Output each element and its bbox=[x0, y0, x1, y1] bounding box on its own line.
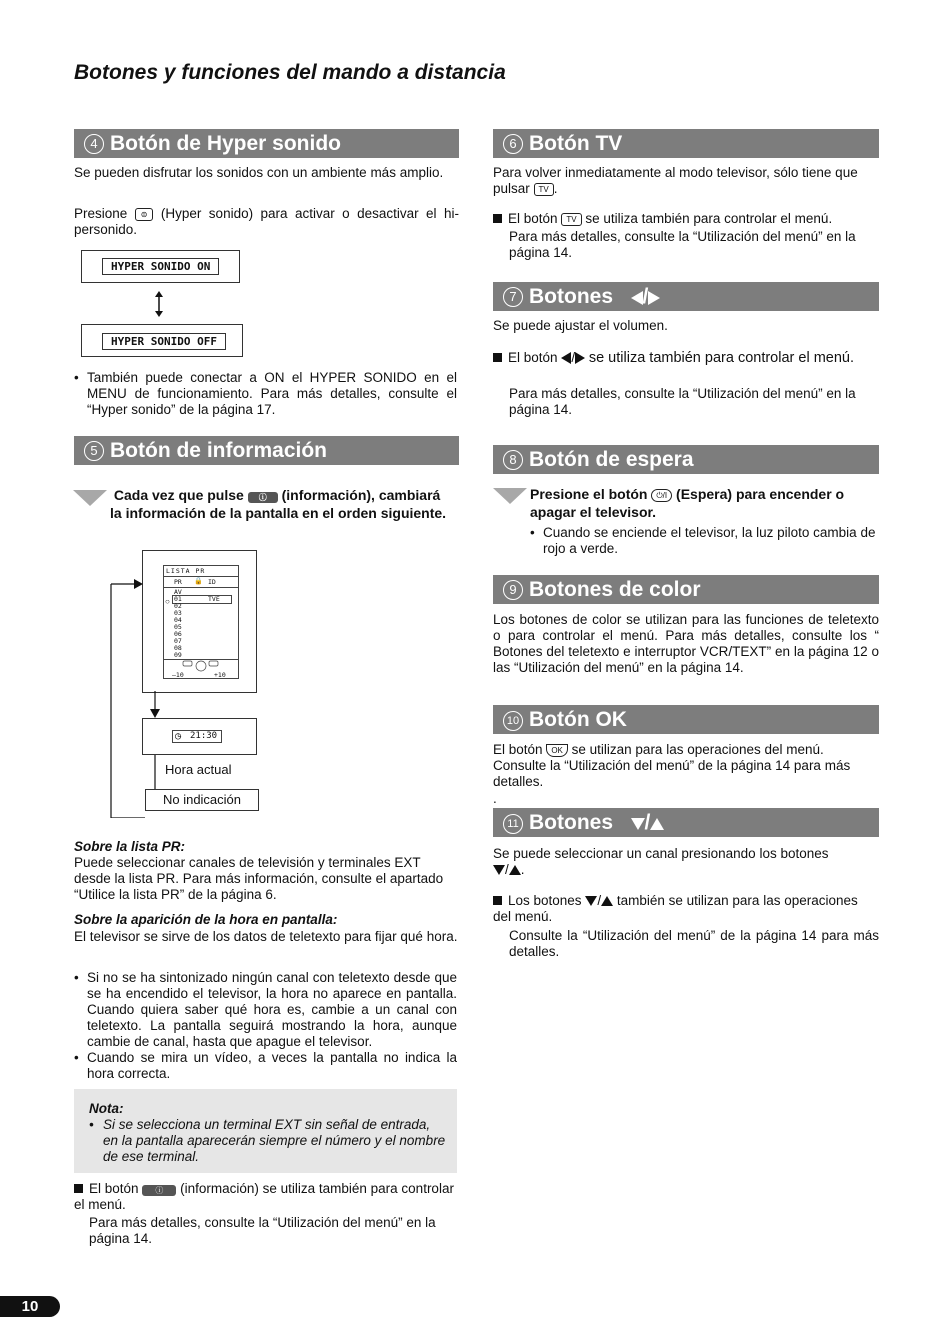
tv-screen-time bbox=[142, 718, 257, 755]
section-11-number: 11 bbox=[503, 814, 523, 834]
sobre-lista-title: Sobre la lista PR: bbox=[74, 839, 186, 854]
square-bullet-icon bbox=[493, 214, 502, 223]
section-5-final-more: Para más detalles, consulte la “Utilización del menú” en la página 14. bbox=[89, 1215, 436, 1246]
section-4-bullet: También puede conectar a ON el HYPER SONIDO en el MENU de funcionamiento. Para más detalles, consulte el “Hyper sonido” de la página 17. bbox=[87, 370, 457, 417]
step-pointer-icon bbox=[493, 488, 527, 504]
note-after: también se utilizan para las operaciones del menú. bbox=[493, 893, 858, 924]
plus-ten-label: +10 bbox=[214, 671, 226, 679]
square-bullet-icon bbox=[493, 353, 502, 362]
section-9-header bbox=[493, 575, 879, 604]
section-5-number: 5 bbox=[84, 441, 104, 461]
section-5-bullet-2: Cuando se mira un vídeo, a veces la pantalla no indica la hora correcta. bbox=[87, 1050, 457, 1081]
square-bullet-icon bbox=[74, 1184, 83, 1193]
volume-down-icon bbox=[561, 352, 571, 364]
bullet-dot: • bbox=[74, 370, 79, 385]
minus-ten-label: –10 bbox=[172, 671, 184, 679]
section-4-intro: Se pueden disfrutar los sonidos con un ambiente más amplio. bbox=[74, 165, 444, 180]
sobre-hora-text: El televisor se sirve de los datos de teletexto para fijar qué hora. bbox=[74, 929, 458, 944]
time-value: 21:30 bbox=[190, 731, 218, 741]
channel-up-icon bbox=[509, 865, 521, 875]
channel-up-icon bbox=[601, 896, 613, 906]
press-before: Presione bbox=[74, 206, 128, 221]
section-9-number: 9 bbox=[503, 580, 523, 600]
volume-up-icon bbox=[575, 352, 585, 364]
pr-row-01-id: TVE bbox=[208, 595, 220, 603]
bullet-dot: • bbox=[530, 525, 535, 540]
intro-before: Para volver inmediatamente al modo televisor, sólo tiene que pulsar bbox=[493, 165, 858, 196]
section-4-number: 4 bbox=[84, 134, 104, 154]
intro-text: Se puede seleccionar un canal presionando los botones bbox=[493, 846, 829, 861]
section-5-header bbox=[74, 436, 459, 465]
ok-key-icon: OK bbox=[546, 744, 568, 757]
section-11-header: 11 Botones / bbox=[493, 808, 879, 837]
pr-list-header: LISTA PR bbox=[166, 567, 206, 575]
hyper-on-screen bbox=[81, 250, 240, 283]
id-col-label: ID bbox=[208, 578, 216, 586]
text-after: se utilizan para las operaciones del menú. Consulte la “Utilización del menú” de la página 14 para más detalles. bbox=[493, 742, 851, 789]
step-before: Cada vez que pulse bbox=[113, 487, 244, 503]
pr-row-06: 06 bbox=[174, 630, 182, 638]
flow-arrows bbox=[105, 578, 265, 818]
section-7-intro: Se puede ajustar el volumen. bbox=[493, 318, 668, 333]
section-9-title: Botones de color bbox=[529, 578, 701, 601]
section-6-header bbox=[493, 129, 879, 158]
page-number: 10 bbox=[0, 1296, 60, 1317]
section-7-number: 7 bbox=[503, 287, 523, 307]
note-before: Los botones bbox=[508, 893, 582, 908]
bullet-dot: • bbox=[74, 1050, 79, 1065]
section-5-bullet-1: Si no se ha sintonizado ningún canal con teletexto desde que se ha encendido el televisor, la hora no aparece en pantalla. Cuando quiera saber qué hora es, cambie a un canal con teletexto. La pantalla seguirá mostrando la hora, aunque cambie de canal, hasta que apague el televisor. bbox=[87, 970, 457, 1049]
channel-up-icon bbox=[650, 818, 664, 830]
section-11-note-more: Consulte la “Utilización del menú” de la página 14 para más detalles. bbox=[509, 928, 879, 959]
pr-row-03: 03 bbox=[174, 609, 182, 617]
section-5-step bbox=[110, 487, 455, 522]
hora-actual-label: Hora actual bbox=[165, 762, 232, 777]
pr-row-01: 01 bbox=[174, 595, 182, 603]
step-pointer-icon bbox=[73, 490, 107, 506]
section-8-number: 8 bbox=[503, 450, 523, 470]
section-10-dot: . bbox=[493, 791, 497, 806]
note-after: se utiliza también para controlar el menú. bbox=[585, 211, 833, 226]
section-8-bullet: Cuando se enciende el televisor, la luz piloto cambia de rojo a verde. bbox=[543, 525, 876, 556]
pr-row-09: 09 bbox=[174, 651, 182, 659]
step-after: (Espera) para encender o apagar el televisor. bbox=[530, 486, 845, 520]
hyper-on-label: HYPER SONIDO ON bbox=[102, 258, 219, 275]
section-11-title: Botones bbox=[529, 811, 613, 834]
time-display bbox=[172, 730, 222, 743]
no-indicacion-box: No indicación bbox=[145, 789, 259, 811]
note-after: se utiliza también para controlar el menú. bbox=[588, 350, 855, 366]
pr-row-04: 04 bbox=[174, 616, 182, 624]
section-4-title: Botón de Hyper sonido bbox=[110, 132, 341, 155]
pr-row-av: AV bbox=[174, 588, 182, 596]
volume-down-icon bbox=[631, 291, 643, 305]
section-10-header bbox=[493, 705, 879, 734]
channel-down-icon bbox=[585, 896, 597, 906]
text-before: El botón bbox=[493, 742, 543, 757]
pr-col-label: PR bbox=[174, 578, 182, 586]
section-8-header bbox=[493, 445, 879, 474]
toggle-arrow-icon bbox=[153, 291, 165, 317]
section-4-press-text bbox=[74, 206, 459, 238]
bullet-dot: • bbox=[89, 1117, 94, 1132]
final-before: El botón bbox=[89, 1181, 139, 1196]
press-after: (Hyper sonido) para activar o desactivar el hi-personido. bbox=[74, 206, 459, 237]
hyper-off-screen bbox=[81, 324, 243, 357]
section-9-text: Los botones de color se utilizan para las funciones de teletexto o para controlar el menú. Para más detalles, consulte los “ Botones del teletexto e interruptor VCR/TEXT” en la página 12 o las “Utilización del menú” en la página 14. bbox=[493, 612, 879, 675]
step-after: (información), cambiará la información de la pantalla en el orden siguiente. bbox=[110, 487, 447, 521]
section-7-note: El botón / se utiliza también para controlar el menú. bbox=[493, 350, 879, 366]
square-bullet-icon bbox=[493, 896, 502, 905]
nota-title: Nota: bbox=[89, 1101, 124, 1116]
section-8-step bbox=[530, 486, 879, 521]
section-5-title: Botón de información bbox=[110, 439, 327, 462]
section-7-note-more: Para más detalles, consulte la “Utilización del menú” en la página 14. bbox=[509, 386, 856, 417]
section-7-title: Botones bbox=[529, 285, 613, 308]
pr-row-02: 02 bbox=[174, 602, 182, 610]
nota-text: Si se selecciona un terminal EXT sin señal de entrada, en la pantalla aparecerán siempre el número y el nombre de ese terminal. bbox=[103, 1117, 446, 1164]
section-10-text bbox=[493, 742, 879, 790]
intro-after: . bbox=[553, 181, 558, 196]
sobre-lista-text: Puede seleccionar canales de televisión y terminales EXT desde la lista PR. Para más información, consulte el apartado “Utilice la lista PR” de la página 6. bbox=[74, 855, 444, 902]
final-after: (información) se utiliza también para controlar el menú. bbox=[74, 1181, 454, 1212]
section-6-title: Botón TV bbox=[529, 132, 623, 155]
channel-down-icon bbox=[631, 818, 645, 830]
section-10-number: 10 bbox=[503, 711, 523, 731]
info-key-icon: ⓘ bbox=[248, 492, 278, 503]
section-8-title: Botón de espera bbox=[529, 448, 694, 471]
step-before: Presione el botón bbox=[530, 486, 648, 502]
volume-up-icon bbox=[648, 291, 660, 305]
tv-key-icon: TV bbox=[561, 213, 581, 226]
section-5-final bbox=[74, 1181, 459, 1213]
lock-icon: 🔒 bbox=[194, 577, 203, 585]
section-4-header bbox=[74, 129, 459, 158]
note-before: El botón bbox=[508, 211, 558, 226]
selector-dot-icon: ○ bbox=[165, 597, 170, 606]
note-before: El botón bbox=[508, 350, 558, 365]
page-title: Botones y funciones del mando a distancia bbox=[74, 61, 506, 84]
section-11-intro: Se puede seleccionar un canal presionando los botones / . bbox=[493, 846, 829, 877]
clock-icon: ◷ bbox=[175, 731, 182, 742]
channel-down-icon bbox=[493, 865, 505, 875]
sobre-hora-title: Sobre la aparición de la hora en pantalla: bbox=[74, 912, 338, 927]
section-11-note: Los botones / también se utilizan para las operaciones del menú. bbox=[493, 893, 858, 924]
info-key-icon: ⓘ bbox=[142, 1185, 176, 1196]
standby-key-icon: ⏻/I bbox=[651, 489, 672, 502]
section-6-intro bbox=[493, 165, 879, 197]
section-10-title: Botón OK bbox=[529, 708, 627, 731]
section-7-header: 7 Botones / bbox=[493, 282, 879, 311]
pr-row-07: 07 bbox=[174, 637, 182, 645]
hyper-sound-key-icon: ⊜ bbox=[135, 208, 154, 221]
bullet-dot: • bbox=[74, 970, 79, 985]
hyper-off-label: HYPER SONIDO OFF bbox=[102, 333, 226, 350]
section-6-number: 6 bbox=[503, 134, 523, 154]
pr-row-05: 05 bbox=[174, 623, 182, 631]
section-6-note bbox=[493, 211, 879, 227]
pr-row-08: 08 bbox=[174, 644, 182, 652]
tv-key-icon: TV bbox=[534, 183, 554, 196]
section-6-note-more: Para más detalles, consulte la “Utilización del menú” en la página 14. bbox=[509, 229, 856, 260]
